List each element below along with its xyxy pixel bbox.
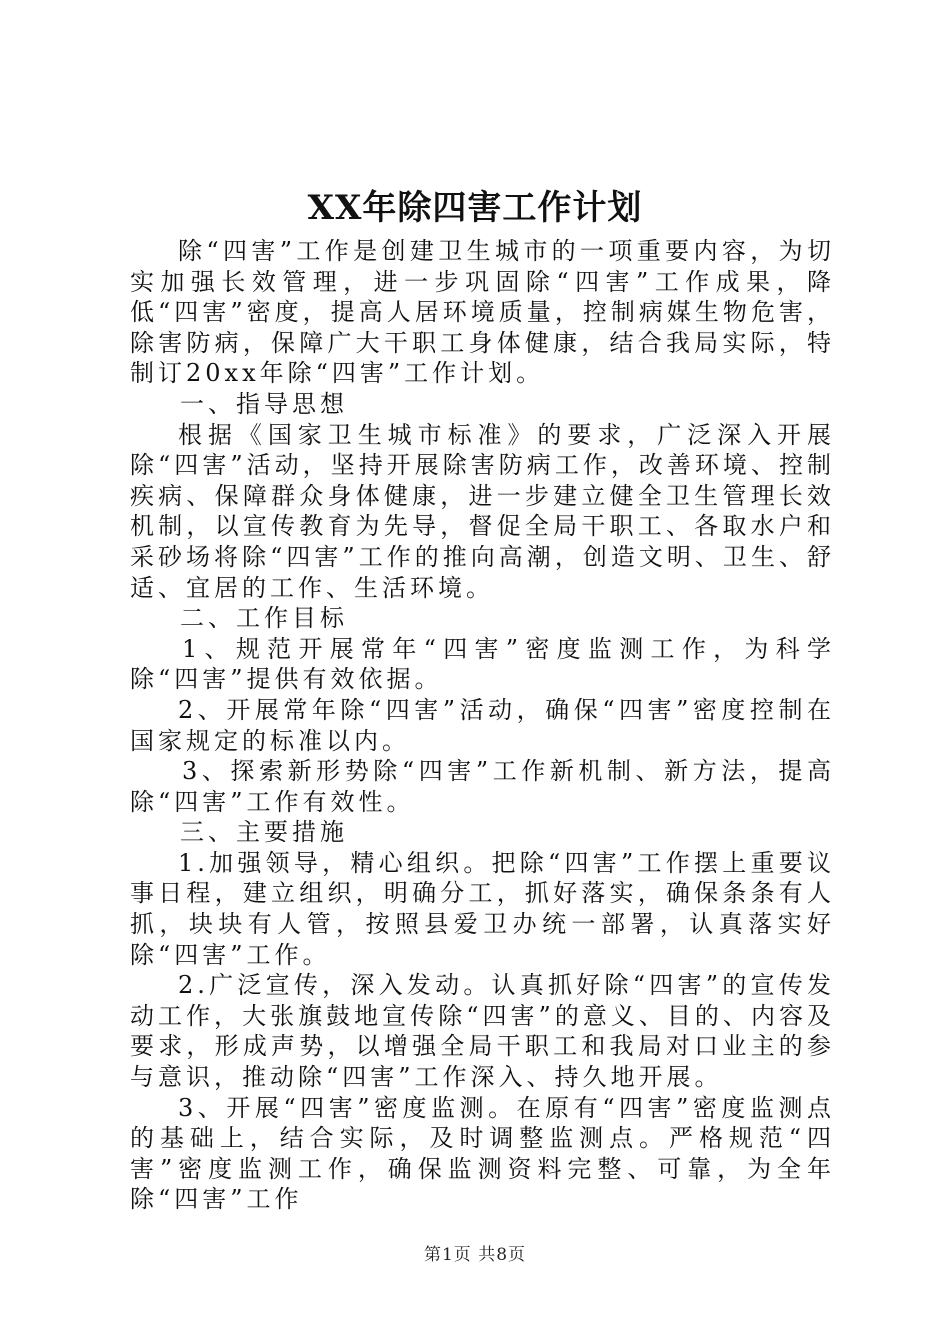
measure-item-3: 3、开展“四害”密度监测。在原有“四害”密度监测点的基础上，结合实际，及时调整监测点。严格规范“四害”密度监测工作，确保监测资料完整、可靠，为全年除“四害”工作 <box>130 1093 835 1214</box>
page-footer: 第1页 共8页 <box>423 1245 527 1265</box>
goal-item-1: 1、规范开展常年“四害”密度监测工作，为科学除“四害”提供有效依据。 <box>130 634 835 694</box>
section-heading-main-measures: 三、主要措施 <box>180 818 348 847</box>
intro-paragraph: 除“四害”工作是创建卫生城市的一项重要内容，为切实加强长效管理，进一步巩固除“四害”工作成果，降低“四害”密度，提高人居环境质量，控制病媒生物危害，除害防病，保障广大干职工身体健康，结合我局实际，特制订20xx年除“四害”工作计划。 <box>130 237 835 388</box>
measure-item-2: 2.广泛宣传，深入发动。认真抓好除“四害”的宣传发动工作，大张旗鼓地宣传除“四害”的意义、目的、内容及要求，形成声势，以增强全局干职工和我局对口业主的参与意识，推动除“四害”工作深入、持久地开展。 <box>130 971 835 1092</box>
guiding-ideology-paragraph: 根据《国家卫生城市标准》的要求，广泛深入开展除“四害”活动，坚持开展除害防病工作，改善环境、控制疾病、保障群众身体健康，进一步建立健全卫生管理长效机制，以宣传教育为先导，督促全局干职工、各取水户和采砂场将除“四害”工作的推向高潮，创造文明、卫生、舒适、宜居的工作、生活环境。 <box>130 420 835 602</box>
goal-item-3: 3、探索新形势除“四害”工作新机制、新方法，提高除“四害”工作有效性。 <box>130 757 835 816</box>
section-heading-work-goals: 二、工作目标 <box>180 604 348 633</box>
section-heading-guiding-ideology: 一、指导思想 <box>180 389 348 418</box>
measure-item-1: 1.加强领导，精心组织。把除“四害”工作摆上重要议事日程，建立组织，明确分工，抓好落实，确保条条有人抓，块块有人管，按照县爱卫办统一部署，认真落实好除“四害”工作。 <box>130 848 835 969</box>
document-title: XX年除四害工作计划 <box>307 188 643 228</box>
document-body <box>130 236 835 1215</box>
goal-item-2: 2、开展常年除“四害”活动，确保“四害”密度控制在国家规定的标准以内。 <box>130 695 835 755</box>
